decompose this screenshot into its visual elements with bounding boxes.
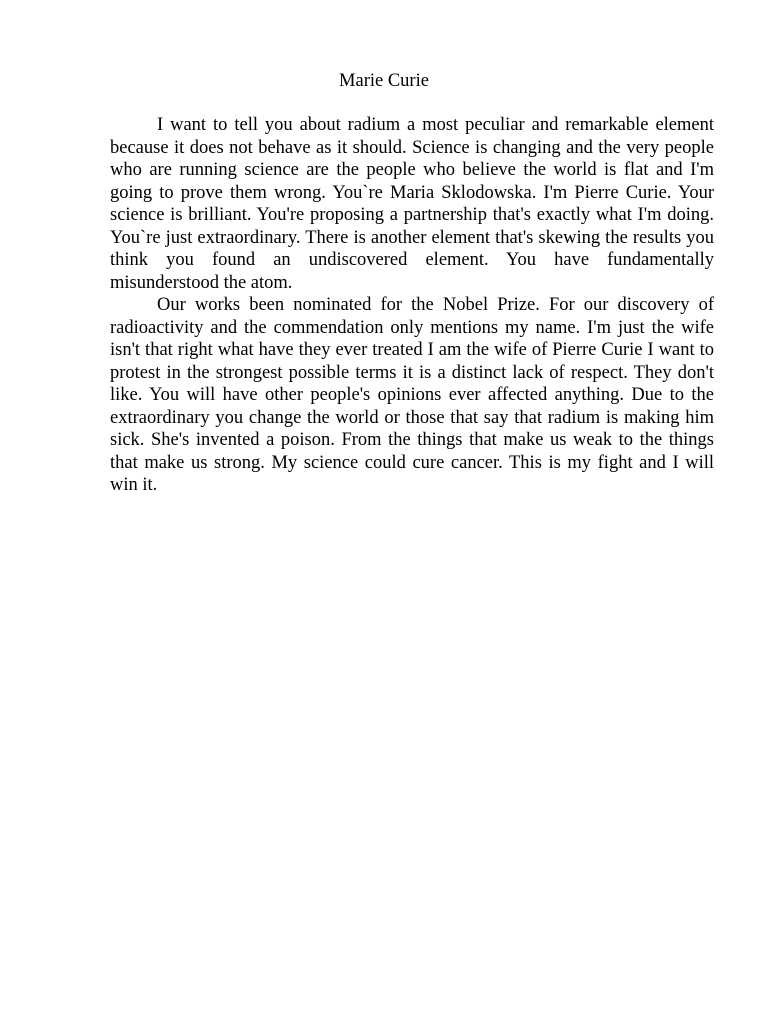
document-title: Marie Curie [339,71,429,91]
paragraph-1: I want to tell you about radium a most peculiar and remarkable element because it does not behave as it should. Science is changing and the very people who are running science are the people who believe the world is flat and I'm going to prove them wrong. You`re Maria Sklodowska. I'm Pierre Curie. Your science is brilliant. You're proposing a partnership that's exactly what I'm doing. You`re just extraordinary. There is another element that's skewing the results you think you found an undiscovered element. You have fundamentally misunderstood the atom. [110,115,714,293]
paragraph-2: Our works been nominated for the Nobel Prize. For our discovery of radioactivity and the commendation only mentions my name. I'm just the wife isn't that right what have they ever treated I am the wife of Pierre Curie I want to protest in the strongest possible terms it is a distinct lack of respect. They don't like. You will have other people's opinions ever affected anything. Due to the extraordinary you change the world or those that say that radium is making him sick. She's invented a poison. From the things that make us weak to the things that make us strong. My science could cure cancer. This is my fight and I will win it. [110,295,714,495]
document-body [110,114,714,497]
